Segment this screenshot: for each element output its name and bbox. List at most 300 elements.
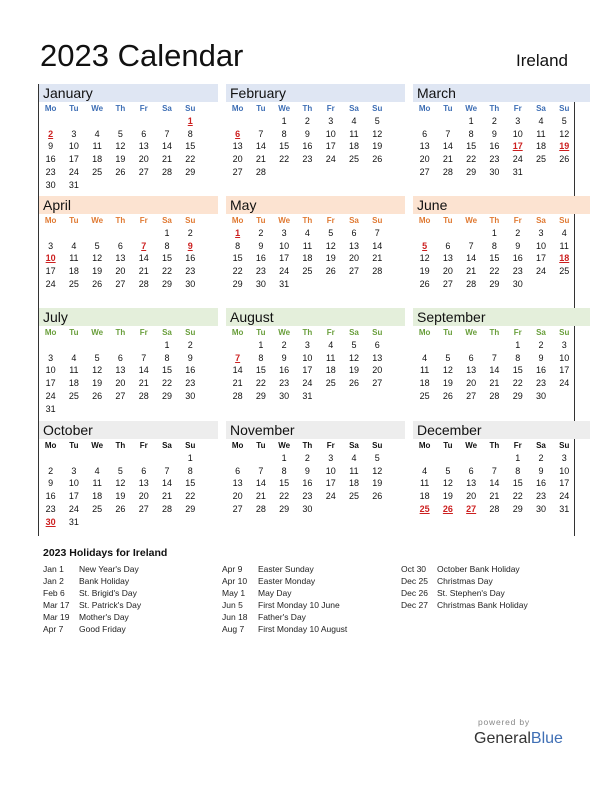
day-cell[interactable]: 30: [185, 390, 196, 401]
day-cell[interactable]: 6: [117, 352, 123, 363]
day-cell[interactable]: 22: [279, 154, 290, 165]
day-cell[interactable]: 4: [71, 240, 77, 251]
day-cell[interactable]: 18: [325, 365, 336, 376]
day-cell[interactable]: 28: [255, 503, 266, 514]
day-cell[interactable]: 7: [235, 352, 241, 363]
day-cell[interactable]: 9: [515, 240, 521, 251]
day-cell[interactable]: 20: [115, 266, 126, 277]
day-cell[interactable]: 25: [559, 266, 570, 277]
day-cell[interactable]: 1: [258, 339, 264, 350]
day-cell[interactable]: 3: [538, 227, 544, 238]
day-cell[interactable]: 22: [161, 266, 172, 277]
day-cell[interactable]: 3: [71, 465, 77, 476]
day-cell[interactable]: 10: [302, 352, 313, 363]
day-cell[interactable]: 22: [279, 491, 290, 502]
day-cell[interactable]: 14: [138, 365, 149, 376]
day-cell[interactable]: 25: [348, 491, 359, 502]
day-cell[interactable]: 9: [304, 465, 310, 476]
day-cell[interactable]: 7: [141, 240, 147, 251]
day-cell[interactable]: 20: [466, 491, 477, 502]
day-cell[interactable]: 18: [419, 378, 430, 389]
day-cell[interactable]: 22: [232, 266, 243, 277]
day-cell[interactable]: 28: [161, 166, 172, 177]
day-cell[interactable]: 28: [232, 390, 243, 401]
day-cell[interactable]: 27: [138, 503, 149, 514]
day-cell[interactable]: 10: [68, 478, 79, 489]
day-cell[interactable]: 9: [538, 352, 544, 363]
day-cell[interactable]: 11: [92, 141, 102, 152]
day-cell[interactable]: 25: [535, 154, 546, 165]
day-cell[interactable]: 20: [138, 491, 149, 502]
day-cell[interactable]: 9: [491, 128, 497, 139]
day-cell[interactable]: 15: [185, 478, 196, 489]
day-cell[interactable]: 27: [442, 278, 453, 289]
day-cell[interactable]: 21: [489, 491, 500, 502]
day-cell[interactable]: 5: [445, 465, 451, 476]
day-cell[interactable]: 15: [161, 253, 172, 264]
day-cell[interactable]: 19: [115, 154, 126, 165]
day-cell[interactable]: 14: [138, 253, 149, 264]
day-cell[interactable]: 7: [445, 128, 451, 139]
day-cell[interactable]: 19: [419, 266, 430, 277]
day-cell[interactable]: 21: [255, 491, 266, 502]
day-cell[interactable]: 18: [559, 253, 570, 264]
day-cell[interactable]: 15: [185, 141, 196, 152]
day-cell[interactable]: 10: [45, 365, 56, 376]
day-cell[interactable]: 14: [489, 478, 500, 489]
day-cell[interactable]: 21: [138, 266, 149, 277]
day-cell[interactable]: 27: [466, 503, 477, 514]
day-cell[interactable]: 26: [115, 503, 126, 514]
day-cell[interactable]: 25: [302, 266, 313, 277]
day-cell[interactable]: 11: [92, 478, 102, 489]
day-cell[interactable]: 24: [279, 266, 290, 277]
day-cell[interactable]: 23: [302, 491, 313, 502]
day-cell[interactable]: 8: [164, 352, 170, 363]
day-cell[interactable]: 15: [489, 253, 500, 264]
day-cell[interactable]: 28: [442, 166, 453, 177]
day-cell[interactable]: 10: [535, 240, 546, 251]
day-cell[interactable]: 21: [466, 266, 477, 277]
day-cell[interactable]: 25: [419, 390, 430, 401]
day-cell[interactable]: 22: [255, 378, 266, 389]
day-cell[interactable]: 16: [185, 365, 196, 376]
day-cell[interactable]: 30: [512, 278, 523, 289]
day-cell[interactable]: 23: [279, 378, 290, 389]
day-cell[interactable]: 4: [538, 115, 544, 126]
day-cell[interactable]: 9: [304, 128, 310, 139]
day-cell[interactable]: 2: [491, 115, 497, 126]
day-cell[interactable]: 5: [328, 227, 334, 238]
day-cell[interactable]: 10: [325, 465, 336, 476]
day-cell[interactable]: 4: [328, 339, 334, 350]
day-cell[interactable]: 8: [515, 465, 521, 476]
day-cell[interactable]: 8: [164, 240, 170, 251]
day-cell[interactable]: 12: [325, 240, 336, 251]
day-cell[interactable]: 3: [281, 227, 287, 238]
day-cell[interactable]: 12: [348, 352, 359, 363]
day-cell[interactable]: 18: [68, 266, 79, 277]
day-cell[interactable]: 24: [325, 154, 336, 165]
day-cell[interactable]: 27: [138, 166, 149, 177]
day-cell[interactable]: 26: [325, 266, 336, 277]
day-cell[interactable]: 30: [45, 179, 56, 190]
day-cell[interactable]: 6: [468, 465, 474, 476]
day-cell[interactable]: 3: [71, 128, 77, 139]
day-cell[interactable]: 15: [512, 365, 523, 376]
day-cell[interactable]: 30: [45, 516, 56, 527]
day-cell[interactable]: 17: [45, 266, 56, 277]
day-cell[interactable]: 28: [138, 278, 149, 289]
day-cell[interactable]: 29: [255, 390, 266, 401]
day-cell[interactable]: 25: [92, 503, 103, 514]
day-cell[interactable]: 2: [304, 115, 310, 126]
day-cell[interactable]: 25: [92, 166, 103, 177]
day-cell[interactable]: 26: [115, 166, 126, 177]
day-cell[interactable]: 11: [559, 240, 569, 251]
day-cell[interactable]: 29: [161, 278, 172, 289]
day-cell[interactable]: 27: [419, 166, 430, 177]
day-cell[interactable]: 2: [187, 227, 193, 238]
day-cell[interactable]: 26: [92, 278, 103, 289]
day-cell[interactable]: 2: [48, 128, 54, 139]
day-cell[interactable]: 10: [559, 352, 570, 363]
day-cell[interactable]: 14: [255, 478, 266, 489]
day-cell[interactable]: 27: [115, 390, 126, 401]
day-cell[interactable]: 7: [491, 352, 497, 363]
day-cell[interactable]: 31: [68, 516, 79, 527]
day-cell[interactable]: 5: [351, 339, 357, 350]
day-cell[interactable]: 27: [348, 266, 359, 277]
day-cell[interactable]: 15: [161, 365, 172, 376]
day-cell[interactable]: 30: [535, 390, 546, 401]
day-cell[interactable]: 17: [279, 253, 290, 264]
day-cell[interactable]: 19: [559, 141, 570, 152]
day-cell[interactable]: 22: [512, 378, 523, 389]
day-cell[interactable]: 1: [515, 339, 521, 350]
day-cell[interactable]: 19: [348, 365, 359, 376]
day-cell[interactable]: 18: [348, 141, 359, 152]
day-cell[interactable]: 31: [512, 166, 523, 177]
day-cell[interactable]: 2: [538, 339, 544, 350]
day-cell[interactable]: 5: [374, 452, 380, 463]
day-cell[interactable]: 8: [515, 352, 521, 363]
day-cell[interactable]: 24: [68, 166, 79, 177]
day-cell[interactable]: 28: [372, 266, 383, 277]
day-cell[interactable]: 17: [302, 365, 313, 376]
day-cell[interactable]: 20: [419, 154, 430, 165]
day-cell[interactable]: 19: [442, 378, 453, 389]
day-cell[interactable]: 26: [92, 390, 103, 401]
day-cell[interactable]: 15: [255, 365, 266, 376]
day-cell[interactable]: 16: [302, 141, 313, 152]
day-cell[interactable]: 26: [372, 154, 383, 165]
day-cell[interactable]: 1: [187, 115, 193, 126]
day-cell[interactable]: 21: [372, 253, 383, 264]
day-cell[interactable]: 1: [515, 452, 521, 463]
day-cell[interactable]: 18: [302, 253, 313, 264]
day-cell[interactable]: 24: [45, 390, 56, 401]
day-cell[interactable]: 6: [117, 240, 123, 251]
day-cell[interactable]: 22: [489, 266, 500, 277]
day-cell[interactable]: 1: [281, 452, 287, 463]
day-cell[interactable]: 20: [232, 154, 243, 165]
day-cell[interactable]: 24: [325, 491, 336, 502]
day-cell[interactable]: 18: [348, 478, 359, 489]
day-cell[interactable]: 7: [258, 465, 264, 476]
day-cell[interactable]: 14: [161, 478, 172, 489]
day-cell[interactable]: 13: [115, 365, 126, 376]
day-cell[interactable]: 20: [138, 154, 149, 165]
day-cell[interactable]: 9: [187, 240, 193, 251]
day-cell[interactable]: 26: [348, 378, 359, 389]
day-cell[interactable]: 4: [351, 115, 357, 126]
day-cell[interactable]: 11: [302, 240, 313, 251]
day-cell[interactable]: 15: [279, 478, 290, 489]
day-cell[interactable]: 4: [561, 227, 567, 238]
day-cell[interactable]: 29: [279, 503, 290, 514]
day-cell[interactable]: 26: [559, 154, 570, 165]
day-cell[interactable]: 23: [302, 154, 313, 165]
day-cell[interactable]: 16: [45, 491, 56, 502]
day-cell[interactable]: 30: [185, 278, 196, 289]
day-cell[interactable]: 13: [372, 352, 383, 363]
day-cell[interactable]: 17: [325, 141, 336, 152]
day-cell[interactable]: 10: [68, 141, 79, 152]
day-cell[interactable]: 9: [538, 465, 544, 476]
day-cell[interactable]: 24: [559, 378, 570, 389]
day-cell[interactable]: 26: [372, 491, 383, 502]
day-cell[interactable]: 4: [422, 352, 428, 363]
day-cell[interactable]: 31: [45, 403, 56, 414]
day-cell[interactable]: 30: [489, 166, 500, 177]
day-cell[interactable]: 4: [304, 227, 310, 238]
day-cell[interactable]: 17: [535, 253, 546, 264]
day-cell[interactable]: 25: [348, 154, 359, 165]
day-cell[interactable]: 20: [372, 365, 383, 376]
day-cell[interactable]: 11: [349, 465, 359, 476]
day-cell[interactable]: 28: [161, 503, 172, 514]
day-cell[interactable]: 31: [279, 278, 290, 289]
day-cell[interactable]: 3: [561, 339, 567, 350]
day-cell[interactable]: 2: [187, 339, 193, 350]
day-cell[interactable]: 12: [442, 365, 453, 376]
day-cell[interactable]: 2: [515, 227, 521, 238]
day-cell[interactable]: 7: [164, 465, 170, 476]
day-cell[interactable]: 19: [115, 491, 126, 502]
day-cell[interactable]: 27: [232, 166, 243, 177]
day-cell[interactable]: 9: [48, 141, 54, 152]
day-cell[interactable]: 9: [48, 478, 54, 489]
day-cell[interactable]: 1: [281, 115, 287, 126]
day-cell[interactable]: 4: [94, 465, 100, 476]
day-cell[interactable]: 21: [138, 378, 149, 389]
day-cell[interactable]: 1: [491, 227, 497, 238]
day-cell[interactable]: 30: [302, 503, 313, 514]
day-cell[interactable]: 11: [326, 352, 336, 363]
day-cell[interactable]: 13: [115, 253, 126, 264]
day-cell[interactable]: 15: [279, 141, 290, 152]
day-cell[interactable]: 1: [187, 452, 193, 463]
day-cell[interactable]: 8: [235, 240, 241, 251]
day-cell[interactable]: 6: [235, 128, 241, 139]
day-cell[interactable]: 12: [442, 478, 453, 489]
day-cell[interactable]: 19: [372, 478, 383, 489]
day-cell[interactable]: 19: [325, 253, 336, 264]
day-cell[interactable]: 8: [491, 240, 497, 251]
day-cell[interactable]: 13: [232, 141, 243, 152]
day-cell[interactable]: 24: [68, 503, 79, 514]
day-cell[interactable]: 2: [258, 227, 264, 238]
day-cell[interactable]: 3: [304, 339, 310, 350]
day-cell[interactable]: 23: [45, 166, 56, 177]
day-cell[interactable]: 6: [468, 352, 474, 363]
day-cell[interactable]: 17: [45, 378, 56, 389]
day-cell[interactable]: 24: [45, 278, 56, 289]
day-cell[interactable]: 6: [141, 128, 147, 139]
day-cell[interactable]: 9: [258, 240, 264, 251]
day-cell[interactable]: 23: [512, 266, 523, 277]
day-cell[interactable]: 28: [489, 390, 500, 401]
day-cell[interactable]: 24: [535, 266, 546, 277]
day-cell[interactable]: 29: [512, 503, 523, 514]
day-cell[interactable]: 17: [559, 478, 570, 489]
day-cell[interactable]: 8: [258, 352, 264, 363]
day-cell[interactable]: 3: [48, 240, 54, 251]
day-cell[interactable]: 31: [302, 390, 313, 401]
day-cell[interactable]: 11: [419, 478, 430, 489]
day-cell[interactable]: 20: [442, 266, 453, 277]
day-cell[interactable]: 30: [535, 503, 546, 514]
day-cell[interactable]: 8: [187, 465, 193, 476]
day-cell[interactable]: 12: [115, 478, 126, 489]
day-cell[interactable]: 7: [258, 128, 264, 139]
day-cell[interactable]: 17: [68, 154, 79, 165]
day-cell[interactable]: 13: [138, 141, 149, 152]
day-cell[interactable]: 25: [68, 278, 79, 289]
day-cell[interactable]: 24: [302, 378, 313, 389]
day-cell[interactable]: 16: [45, 154, 56, 165]
day-cell[interactable]: 12: [372, 128, 383, 139]
day-cell[interactable]: 7: [141, 352, 147, 363]
day-cell[interactable]: 13: [232, 478, 243, 489]
day-cell[interactable]: 12: [559, 128, 570, 139]
day-cell[interactable]: 5: [117, 128, 123, 139]
day-cell[interactable]: 28: [489, 503, 500, 514]
day-cell[interactable]: 26: [419, 278, 430, 289]
day-cell[interactable]: 19: [372, 141, 383, 152]
day-cell[interactable]: 14: [161, 141, 172, 152]
day-cell[interactable]: 19: [92, 266, 103, 277]
day-cell[interactable]: 6: [374, 339, 380, 350]
day-cell[interactable]: 10: [559, 465, 570, 476]
day-cell[interactable]: 7: [164, 128, 170, 139]
day-cell[interactable]: 7: [374, 227, 380, 238]
day-cell[interactable]: 8: [468, 128, 474, 139]
day-cell[interactable]: 27: [232, 503, 243, 514]
day-cell[interactable]: 30: [255, 278, 266, 289]
day-cell[interactable]: 11: [536, 128, 546, 139]
day-cell[interactable]: 2: [48, 465, 54, 476]
day-cell[interactable]: 21: [442, 154, 453, 165]
generalblue-logo[interactable]: [474, 730, 563, 748]
day-cell[interactable]: 21: [255, 154, 266, 165]
day-cell[interactable]: 12: [92, 365, 103, 376]
day-cell[interactable]: 27: [115, 278, 126, 289]
day-cell[interactable]: 29: [466, 166, 477, 177]
day-cell[interactable]: 14: [466, 253, 477, 264]
day-cell[interactable]: 13: [419, 141, 430, 152]
day-cell[interactable]: 3: [328, 115, 334, 126]
day-cell[interactable]: 1: [164, 227, 170, 238]
day-cell[interactable]: 17: [325, 478, 336, 489]
day-cell[interactable]: 28: [138, 390, 149, 401]
day-cell[interactable]: 26: [442, 390, 453, 401]
day-cell[interactable]: 2: [538, 452, 544, 463]
day-cell[interactable]: 31: [68, 179, 79, 190]
day-cell[interactable]: 1: [164, 339, 170, 350]
day-cell[interactable]: 2: [281, 339, 287, 350]
day-cell[interactable]: 18: [535, 141, 546, 152]
day-cell[interactable]: 13: [348, 240, 359, 251]
day-cell[interactable]: 21: [489, 378, 500, 389]
day-cell[interactable]: 29: [185, 503, 196, 514]
day-cell[interactable]: 23: [45, 503, 56, 514]
day-cell[interactable]: 16: [535, 365, 546, 376]
day-cell[interactable]: 30: [279, 390, 290, 401]
day-cell[interactable]: 5: [117, 465, 123, 476]
day-cell[interactable]: 24: [512, 154, 523, 165]
day-cell[interactable]: 27: [372, 378, 383, 389]
day-cell[interactable]: 16: [489, 141, 500, 152]
day-cell[interactable]: 15: [232, 253, 243, 264]
day-cell[interactable]: 7: [468, 240, 474, 251]
day-cell[interactable]: 16: [185, 253, 196, 264]
day-cell[interactable]: 10: [45, 253, 56, 264]
day-cell[interactable]: 22: [512, 491, 523, 502]
day-cell[interactable]: 22: [466, 154, 477, 165]
day-cell[interactable]: 4: [351, 452, 357, 463]
day-cell[interactable]: 24: [559, 491, 570, 502]
day-cell[interactable]: 20: [348, 253, 359, 264]
day-cell[interactable]: 5: [445, 352, 451, 363]
day-cell[interactable]: 14: [255, 141, 266, 152]
day-cell[interactable]: 22: [185, 154, 196, 165]
day-cell[interactable]: 5: [94, 240, 100, 251]
day-cell[interactable]: 7: [491, 465, 497, 476]
day-cell[interactable]: 4: [94, 128, 100, 139]
day-cell[interactable]: 16: [279, 365, 290, 376]
day-cell[interactable]: 20: [232, 491, 243, 502]
day-cell[interactable]: 23: [185, 378, 196, 389]
day-cell[interactable]: 17: [68, 491, 79, 502]
day-cell[interactable]: 1: [468, 115, 474, 126]
day-cell[interactable]: 9: [281, 352, 287, 363]
day-cell[interactable]: 12: [419, 253, 430, 264]
day-cell[interactable]: 3: [515, 115, 521, 126]
day-cell[interactable]: 17: [512, 141, 523, 152]
day-cell[interactable]: 17: [559, 365, 570, 376]
day-cell[interactable]: 25: [68, 390, 79, 401]
day-cell[interactable]: 25: [325, 378, 336, 389]
day-cell[interactable]: 11: [349, 128, 359, 139]
day-cell[interactable]: 31: [559, 503, 570, 514]
day-cell[interactable]: 2: [304, 452, 310, 463]
day-cell[interactable]: 29: [512, 390, 523, 401]
day-cell[interactable]: 10: [512, 128, 523, 139]
day-cell[interactable]: 6: [235, 465, 241, 476]
day-cell[interactable]: 10: [279, 240, 290, 251]
